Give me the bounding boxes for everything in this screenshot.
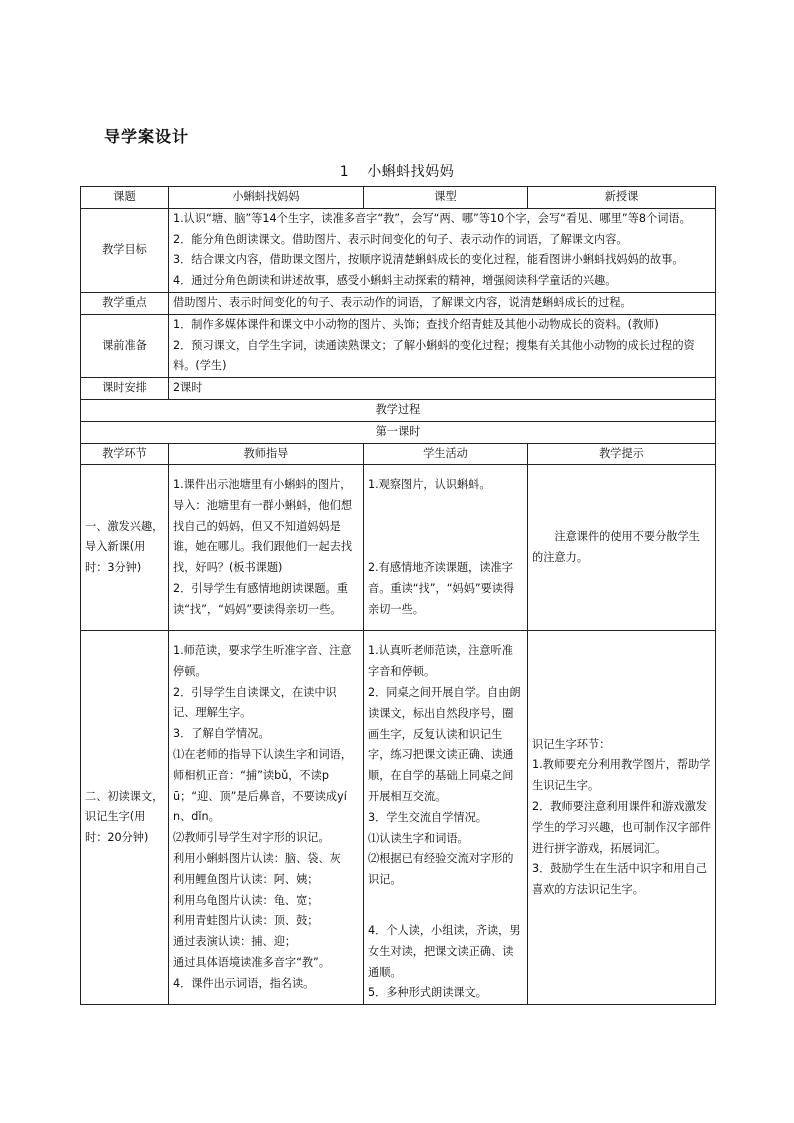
tip-text: 注意课件的使用不要分散学生的注意力。 [532, 530, 700, 564]
goal-item: 4．通过分角色朗读和讲述故事，感受小蝌蚪主动探索的精神，增强阅读科学童话的兴趣。 [173, 274, 617, 288]
student-activity [364, 631, 528, 1005]
teacher-item: 4．课件出示词语，指名读。 [173, 976, 315, 990]
tip-item: 2．教师要注意利用课件和游戏激发学生的学习兴趣，也可制作汉字部件 进行拼字游戏，拓展词汇。 [532, 799, 712, 855]
column-header: 教师指导 [169, 443, 364, 465]
hours-value: 2课时 [169, 378, 716, 400]
goal-item: 2．能分角色朗读课文。借助图片、表示时间变化的句子、表示动作的词语，了解课文内容。 [173, 232, 628, 246]
process-header-row [81, 443, 716, 465]
topic-value: 小蝌蚪找妈妈 [169, 187, 364, 209]
teaching-tip [528, 631, 716, 1005]
prep-item: 1．制作多媒体课件和课文中小动物的图片、头饰；查找介绍青蛙及其他小动物成长的资料。(教师) [173, 317, 659, 331]
teacher-item: 3．了解自学情况。 [173, 727, 270, 741]
period-row [81, 421, 716, 443]
student-item: ⑴认读生字和词语。 [368, 831, 469, 845]
student-item: 4．个人读，小组读，齐读，男女生对读，把课文读正确、读通顺。 [368, 923, 521, 979]
teacher-item: 2．引导学生自读课文，在读中识记、理解生字。 [173, 685, 337, 720]
goal-item: 1.认识“塘、脑”等14个生字，读准多音字“教”，会写“两、哪”等10个字，会写“看见、哪里”等8个词语。 [173, 211, 691, 225]
teacher-item: 1.师范读，要求学生听准字音、注意停顿。 [173, 643, 352, 678]
hours-label: 课时安排 [81, 378, 169, 400]
student-item: 3．学生交流自学情况。 [368, 810, 487, 824]
teacher-item: 利用鲤鱼图片认读：阿、姨； [173, 872, 319, 886]
process-title-row [81, 399, 716, 421]
prep-label: 课前准备 [81, 314, 169, 377]
column-header: 学生活动 [364, 443, 528, 465]
lesson-plan-table [80, 186, 716, 1005]
student-item: 2.有感情地齐读课题，读准字音。重读“找”，“妈妈”要读得亲切一些。 [368, 561, 515, 616]
teacher-guidance [169, 465, 364, 631]
key-row [81, 292, 716, 314]
step-name: 一、激发兴趣，导入新课(用时：3分钟) [81, 465, 169, 631]
teaching-tip [528, 465, 716, 631]
student-item: 5．多种形式朗读课文。 [368, 986, 487, 1000]
goals-row [81, 208, 716, 292]
spacer [368, 891, 523, 921]
teacher-item: 通过表演认读：捕、迎； [173, 935, 297, 949]
step-row [81, 465, 716, 631]
prep-row [81, 314, 716, 377]
process-title: 教学过程 [81, 399, 716, 421]
topic-row [81, 187, 716, 209]
column-header: 教学提示 [528, 443, 716, 465]
document-heading: 导学案设计 [104, 127, 190, 146]
student-item: 1.认真听老师范读，注意听准字音和停顿。 [368, 644, 513, 679]
tip-item: 1.教师要充分利用教学图片，帮助学生识记生字。 [532, 758, 711, 793]
teacher-item: 通过具体语境读准多音字“教”。 [173, 955, 331, 969]
type-value: 新授课 [528, 187, 716, 209]
goals-label: 教学目标 [81, 208, 169, 292]
teacher-item: 利用青蛙图片认读：顶、鼓； [173, 914, 319, 928]
step-name: 二、初读课文，识记生字(用时：20分钟) [81, 631, 169, 1005]
student-item: 1.观察图片，认识蝌蚪。 [368, 478, 491, 492]
student-item: 2．同桌之间开展自学。自由朗读课文，标出自然段序号，圈画生字，反复认读和识记生字，练习把课文读正确、读通顺，在自学的基础上同桌之间开展相互交流。 [368, 685, 521, 803]
lesson-title [0, 161, 794, 181]
tip-title: 识记生字环节： [532, 737, 611, 751]
topic-label: 课题 [81, 187, 169, 209]
teacher-item: 2．引导学生有感情地朗读课题。重读“找”，“妈妈”要读得亲切一些。 [173, 582, 348, 616]
lesson-number: 1 [339, 164, 350, 180]
type-label: 课型 [364, 187, 528, 209]
column-header: 教学环节 [81, 443, 169, 465]
teacher-guidance [169, 631, 364, 1005]
student-item: ⑵根据已有经验交流对字形的识记。 [368, 852, 514, 887]
key-label: 教学重点 [81, 292, 169, 314]
period-title: 第一课时 [81, 421, 716, 443]
tip-item: 3．鼓励学生在生活中识字和用自己喜欢的方法识记生字。 [532, 862, 707, 897]
teacher-item: 利用乌龟图片认读：龟、宽； [173, 893, 319, 907]
goal-item: 3．结合课文内容，借助课文图片，按顺序说清楚蝌蚪成长的变化过程，能看图讲小蝌蚪找妈妈的故事。 [173, 253, 684, 267]
student-activity [364, 465, 528, 631]
goals-content [169, 208, 716, 292]
teacher-item: 1.课件出示池塘里有小蝌蚪的图片，导入：池塘里有一群小蝌蚪，他们想找自己的妈妈，但又不知道妈妈是谁，她在哪儿。我们跟他们一起去找找，好吗？(板书课题) [173, 478, 353, 575]
step-row [81, 631, 716, 1005]
spacer [368, 631, 523, 641]
teacher-item: ⑴在老师的指导下认读生字和词语，师相机正音：“捕”读bǔ，不读pū；“迎、顶”是后鼻音，不要读成yín、dǐn。 [173, 747, 353, 824]
teacher-item: ⑵教师引导学生对字形的识记。 [173, 831, 330, 845]
key-value: 借助图片、表示时间变化的句子、表示动作的词语，了解课文内容，说清楚蝌蚪成长的过程。 [169, 292, 716, 314]
spacer [368, 496, 523, 558]
prep-content [169, 314, 716, 377]
teacher-item: 利用小蝌蚪图片认读：脑、袋、灰 [173, 851, 341, 865]
hours-row [81, 378, 716, 400]
lesson-title-text: 小蝌蚪找妈妈 [367, 164, 455, 180]
prep-item: 2．预习课文，自学生字词，读通读熟课文；了解小蝌蚪的变化过程；搜集有关其他小动物的成长过程的资料。(学生) [173, 338, 695, 373]
